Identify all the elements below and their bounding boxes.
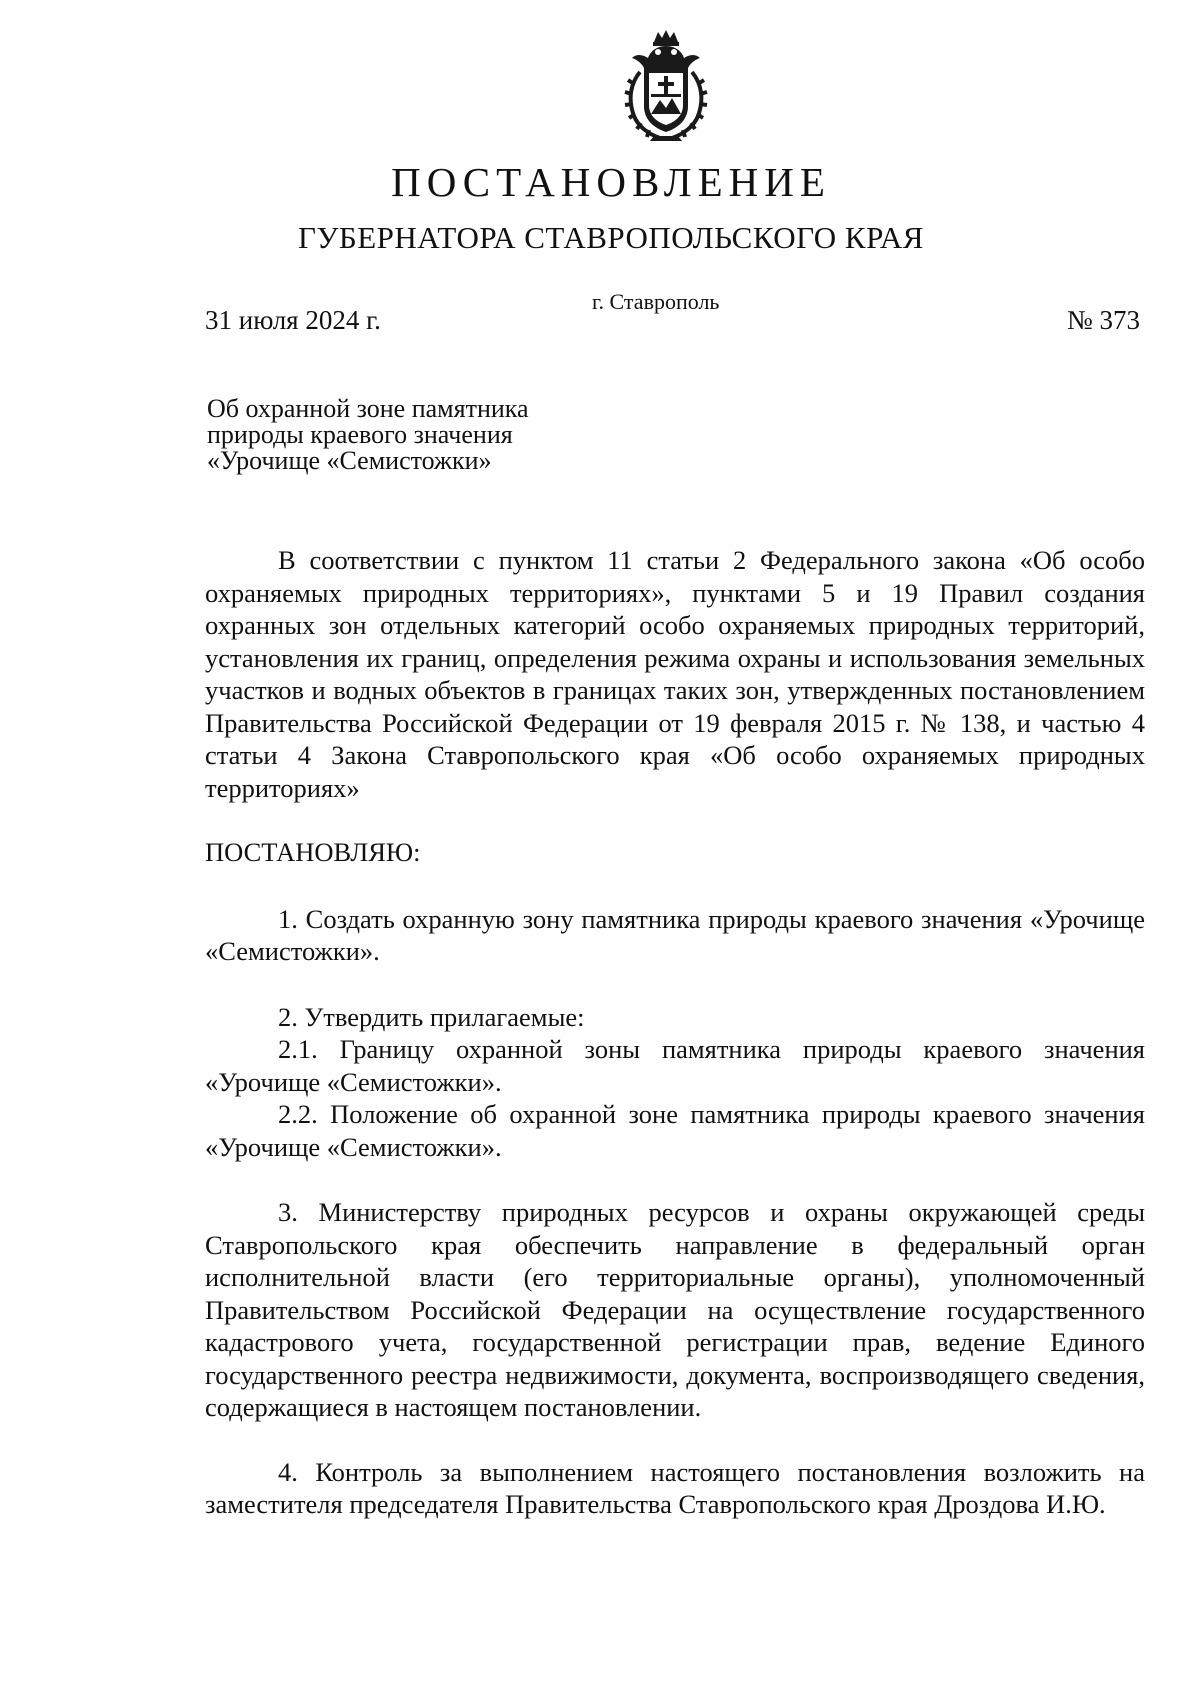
issue-city: г. Ставрополь: [592, 289, 720, 314]
clause-2-1: 2.1. Границу охранной зоны памятника природы краевого значения «Урочище «Семистожки».: [205, 1034, 1145, 1097]
document-type-title: ПОСТАНОВЛЕНИЕ: [391, 159, 831, 205]
subject-line: природы краевого значения: [207, 420, 513, 449]
clause-2-2: 2.2. Положение об охранной зоне памятника природы краевого значения «Урочище «Семистожки».: [205, 1099, 1145, 1162]
subject-line: «Урочище «Семистожки»: [207, 446, 492, 475]
issue-date: 31 июля 2024 г.: [205, 305, 381, 335]
subject-line: Об охранной зоне памятника: [207, 394, 529, 423]
document-number: № 373: [1066, 305, 1140, 335]
document-subject: [207, 396, 529, 474]
clause-2: 2. Утвердить прилагаемые:: [278, 1001, 585, 1032]
clause-3: 3. Министерству природных ресурсов и охраны окружающей среды Ставропольского края обеспечить направление в федеральный орган исполнительной власти (его территориальные органы), уполномоченный Правительством Российской Федерации на осуществление государственного кадастрового учета, государственной регистрации прав, ведение Единого государственного реестра недвижимости, документа, воспроизводящего сведения, содержащиеся в настоящем постановлении.: [205, 1197, 1145, 1422]
preamble-paragraph: В соответствии с пунктом 11 статьи 2 Федерального закона «Об особо охраняемых природных территориях», пунктами 5 и 19 Правил создания охранных зон отдельных категорий особо охраняемых природных территорий, установления их границ, определения режима охраны и использования земельных участков и водных объектов в границах таких зон, утвержденных постановлением Правительства Российской Федерации от 19 февраля 2015 г. № 138, и частью 4 статьи 4 Закона Ставропольского края «Об особо охраняемых природных территориях»: [205, 545, 1145, 803]
coat-of-arms-emblem-icon: [620, 28, 712, 143]
issuing-authority: ГУБЕРНАТОРА СТАВРОПОЛЬСКОГО КРАЯ: [298, 220, 924, 255]
clause-1: 1. Создать охранную зону памятника природы краевого значения «Урочище «Семистожки».: [205, 903, 1145, 966]
document-body: [205, 544, 1145, 1521]
clause-4: 4. Контроль за выполнением настоящего постановления возложить на заместителя председателя Правительства Ставропольского края Дроздова И.Ю.: [205, 1456, 1145, 1519]
decree-word: ПОСТАНОВЛЯЮ:: [205, 837, 421, 867]
